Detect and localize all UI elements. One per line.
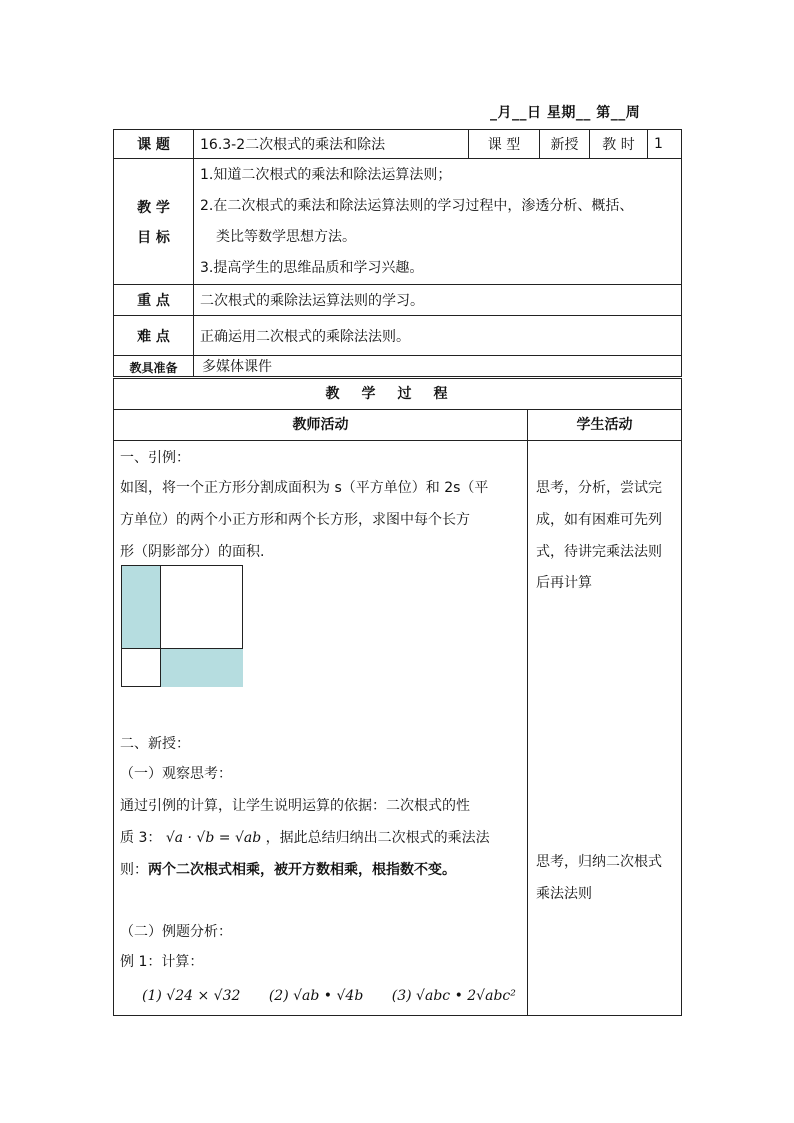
key-value: 二次根式的乘除法运算法则的学习。	[194, 285, 682, 316]
square-figure	[121, 565, 243, 687]
new-lesson-heading: 二、新授：	[120, 736, 190, 752]
tools-label: 教具准备	[114, 356, 194, 377]
goals-label: 教 学 目 标	[114, 159, 194, 285]
exercise-1: (1) √24 × √32	[142, 988, 241, 1004]
teacher-activity-header: 教师活动	[114, 410, 528, 440]
student-note-4: 后再计算	[536, 575, 592, 591]
teacher-activity-column	[114, 441, 528, 1016]
hours-label: 教 时	[590, 130, 648, 159]
exercise-3: (3) √abc • 2√abc²	[391, 988, 516, 1004]
example-expressions	[142, 981, 521, 1011]
student-activity-column	[528, 441, 681, 1016]
hours-value: 1	[648, 130, 682, 159]
date-line: _月__日 星期__ 第__周	[490, 105, 641, 121]
student-note-3: 式，待讲完乘法法则	[536, 544, 662, 560]
type-label: 课 型	[469, 130, 540, 159]
type-value: 新授	[540, 130, 590, 159]
product-formula: √a · √b = √ab	[165, 830, 262, 846]
goal-3: 3.提高学生的思维品质和学习兴趣。	[200, 259, 424, 276]
rule-line: 则：两个二次根式相乘，被开方数相乘，根指数不变。	[120, 862, 456, 878]
student-activity-header: 学生活动	[576, 417, 633, 433]
intro-line-2: 方单位）的两个小正方形和两个长方形，求图中每个长方	[120, 512, 470, 528]
shaded-rectangle-horizontal	[160, 648, 243, 687]
shaded-rectangle-vertical	[122, 566, 161, 649]
topic-value: 16.3-2二次根式的乘法和除法	[194, 130, 469, 159]
tools-value: 多媒体课件	[194, 356, 682, 377]
goal-2: 2.在二次根式的乘法和除法运算法则的学习过程中，渗透分析、概括、	[200, 197, 634, 214]
goal-2-cont: 类比等数学思想方法。	[216, 228, 356, 245]
difficulty-value: 正确运用二次根式的乘除法法则。	[194, 316, 682, 356]
goal-1: 1.知道二次根式的乘法和除法运算法则；	[200, 166, 452, 183]
intro-heading: 一、引例：	[120, 450, 190, 466]
key-label: 重 点	[114, 285, 194, 316]
explain-line: 通过引例的计算，让学生说明运算的依据：二次根式的性	[120, 798, 470, 814]
difficulty-label: 难 点	[114, 316, 194, 356]
observe-heading: （一）观察思考：	[120, 766, 232, 782]
course-info-table	[113, 129, 682, 377]
property-line: 质 3： √a · √b = √ab ，据此总结归纳出二次根式的乘法法	[120, 830, 490, 846]
multiplication-rule: 两个二次根式相乘，被开方数相乘，根指数不变。	[148, 862, 456, 878]
intro-line-3: 形（阴影部分）的面积.	[120, 544, 265, 560]
example-1-label: 例 1：计算：	[120, 954, 204, 970]
exercise-2: (2) √ab • √4b	[268, 988, 364, 1004]
student-note-5: 思考，归纳二次根式	[536, 854, 662, 870]
student-note-6: 乘法法则	[536, 886, 592, 902]
goals-text	[194, 159, 682, 285]
student-note-1: 思考，分析，尝试完	[536, 480, 662, 496]
example-heading: （二）例题分析：	[120, 924, 232, 940]
process-title: 教学过程	[114, 379, 681, 410]
column-headers	[114, 410, 681, 441]
process-body	[114, 441, 681, 1016]
topic-label: 课 题	[114, 130, 194, 159]
student-note-2: 成，如有困难可先列	[536, 512, 662, 528]
intro-line-1: 如图，将一个正方形分割成面积为 s（平方单位）和 2s（平	[120, 480, 489, 496]
teaching-process	[113, 378, 682, 1016]
